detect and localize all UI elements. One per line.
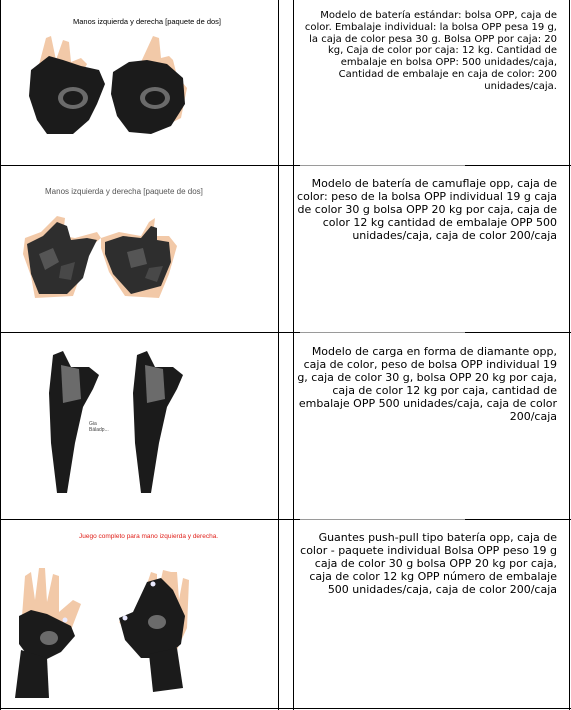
table-divider-1: [278, 0, 279, 710]
table-border-bottom: [0, 708, 571, 709]
product-image-camouflage: [1, 166, 278, 332]
image-tag: Gia Báladp...: [89, 421, 109, 433]
decorative-rule: [300, 332, 465, 333]
push-pull-glove-pair-image: [1, 520, 278, 708]
glove-pair-image: [1, 0, 278, 165]
image-caption: Juego completo para mano izquierda y derecha.: [79, 533, 219, 540]
image-caption: Manos izquierda y derecha [paquete de dos]: [45, 187, 203, 196]
product-description: Modelo de carga en forma de diamante opp, caja de color, peso de bolsa OPP individual 19 g, caja de color 30 g, bolsa OPP 20 kg por caja, caja de color 12 kg por caja, cantidad de embalaje OPP 500 unidades/caja, caja de color 200/caja: [297, 345, 557, 423]
image-caption: Manos izquierda y derecha [paquete de dos]: [73, 17, 222, 26]
product-image-diamond: [1, 333, 278, 519]
camouflage-glove-pair-image: [1, 166, 278, 332]
product-description: Modelo de batería de camuflaje opp, caja de color: peso de la bolsa OPP individual 19 g caja de color 30 g bolsa OPP 20 kg por caja, caja de color 12 kg cantidad de embalaje OPP 500 unidades/caja, caja de color 200/caja: [297, 177, 557, 242]
diamond-glove-pair-image: [1, 333, 278, 519]
decorative-rule: [300, 519, 465, 520]
product-description: Guantes push-pull tipo batería opp, caja de color - paquete individual Bolsa OPP peso 19 g caja de color 30 g bolsa OPP 20 kg por caja, caja de color 12 kg OPP número de embalaje 500 unidades/caja, caja de color 200/caja: [300, 531, 557, 596]
decorative-rule: [300, 165, 465, 166]
product-image-push-pull: [1, 520, 278, 708]
product-description: Modelo de batería estándar: bolsa OPP, caja de color. Embalaje individual: la bolsa OPP pesa 19 g, la caja de color pesa 30 g. Bolsa OPP por caja: 20 kg, Caja de color por caja: 12 kg. Cantidad de embalaje en bolsa OPP: 500 unidades/caja, Cantidad de embalaje en caja de color: 200 unidades/caja.: [304, 10, 557, 92]
product-image-standard: [1, 0, 278, 165]
table-border-right: [569, 0, 570, 710]
table-divider-2: [293, 0, 294, 710]
